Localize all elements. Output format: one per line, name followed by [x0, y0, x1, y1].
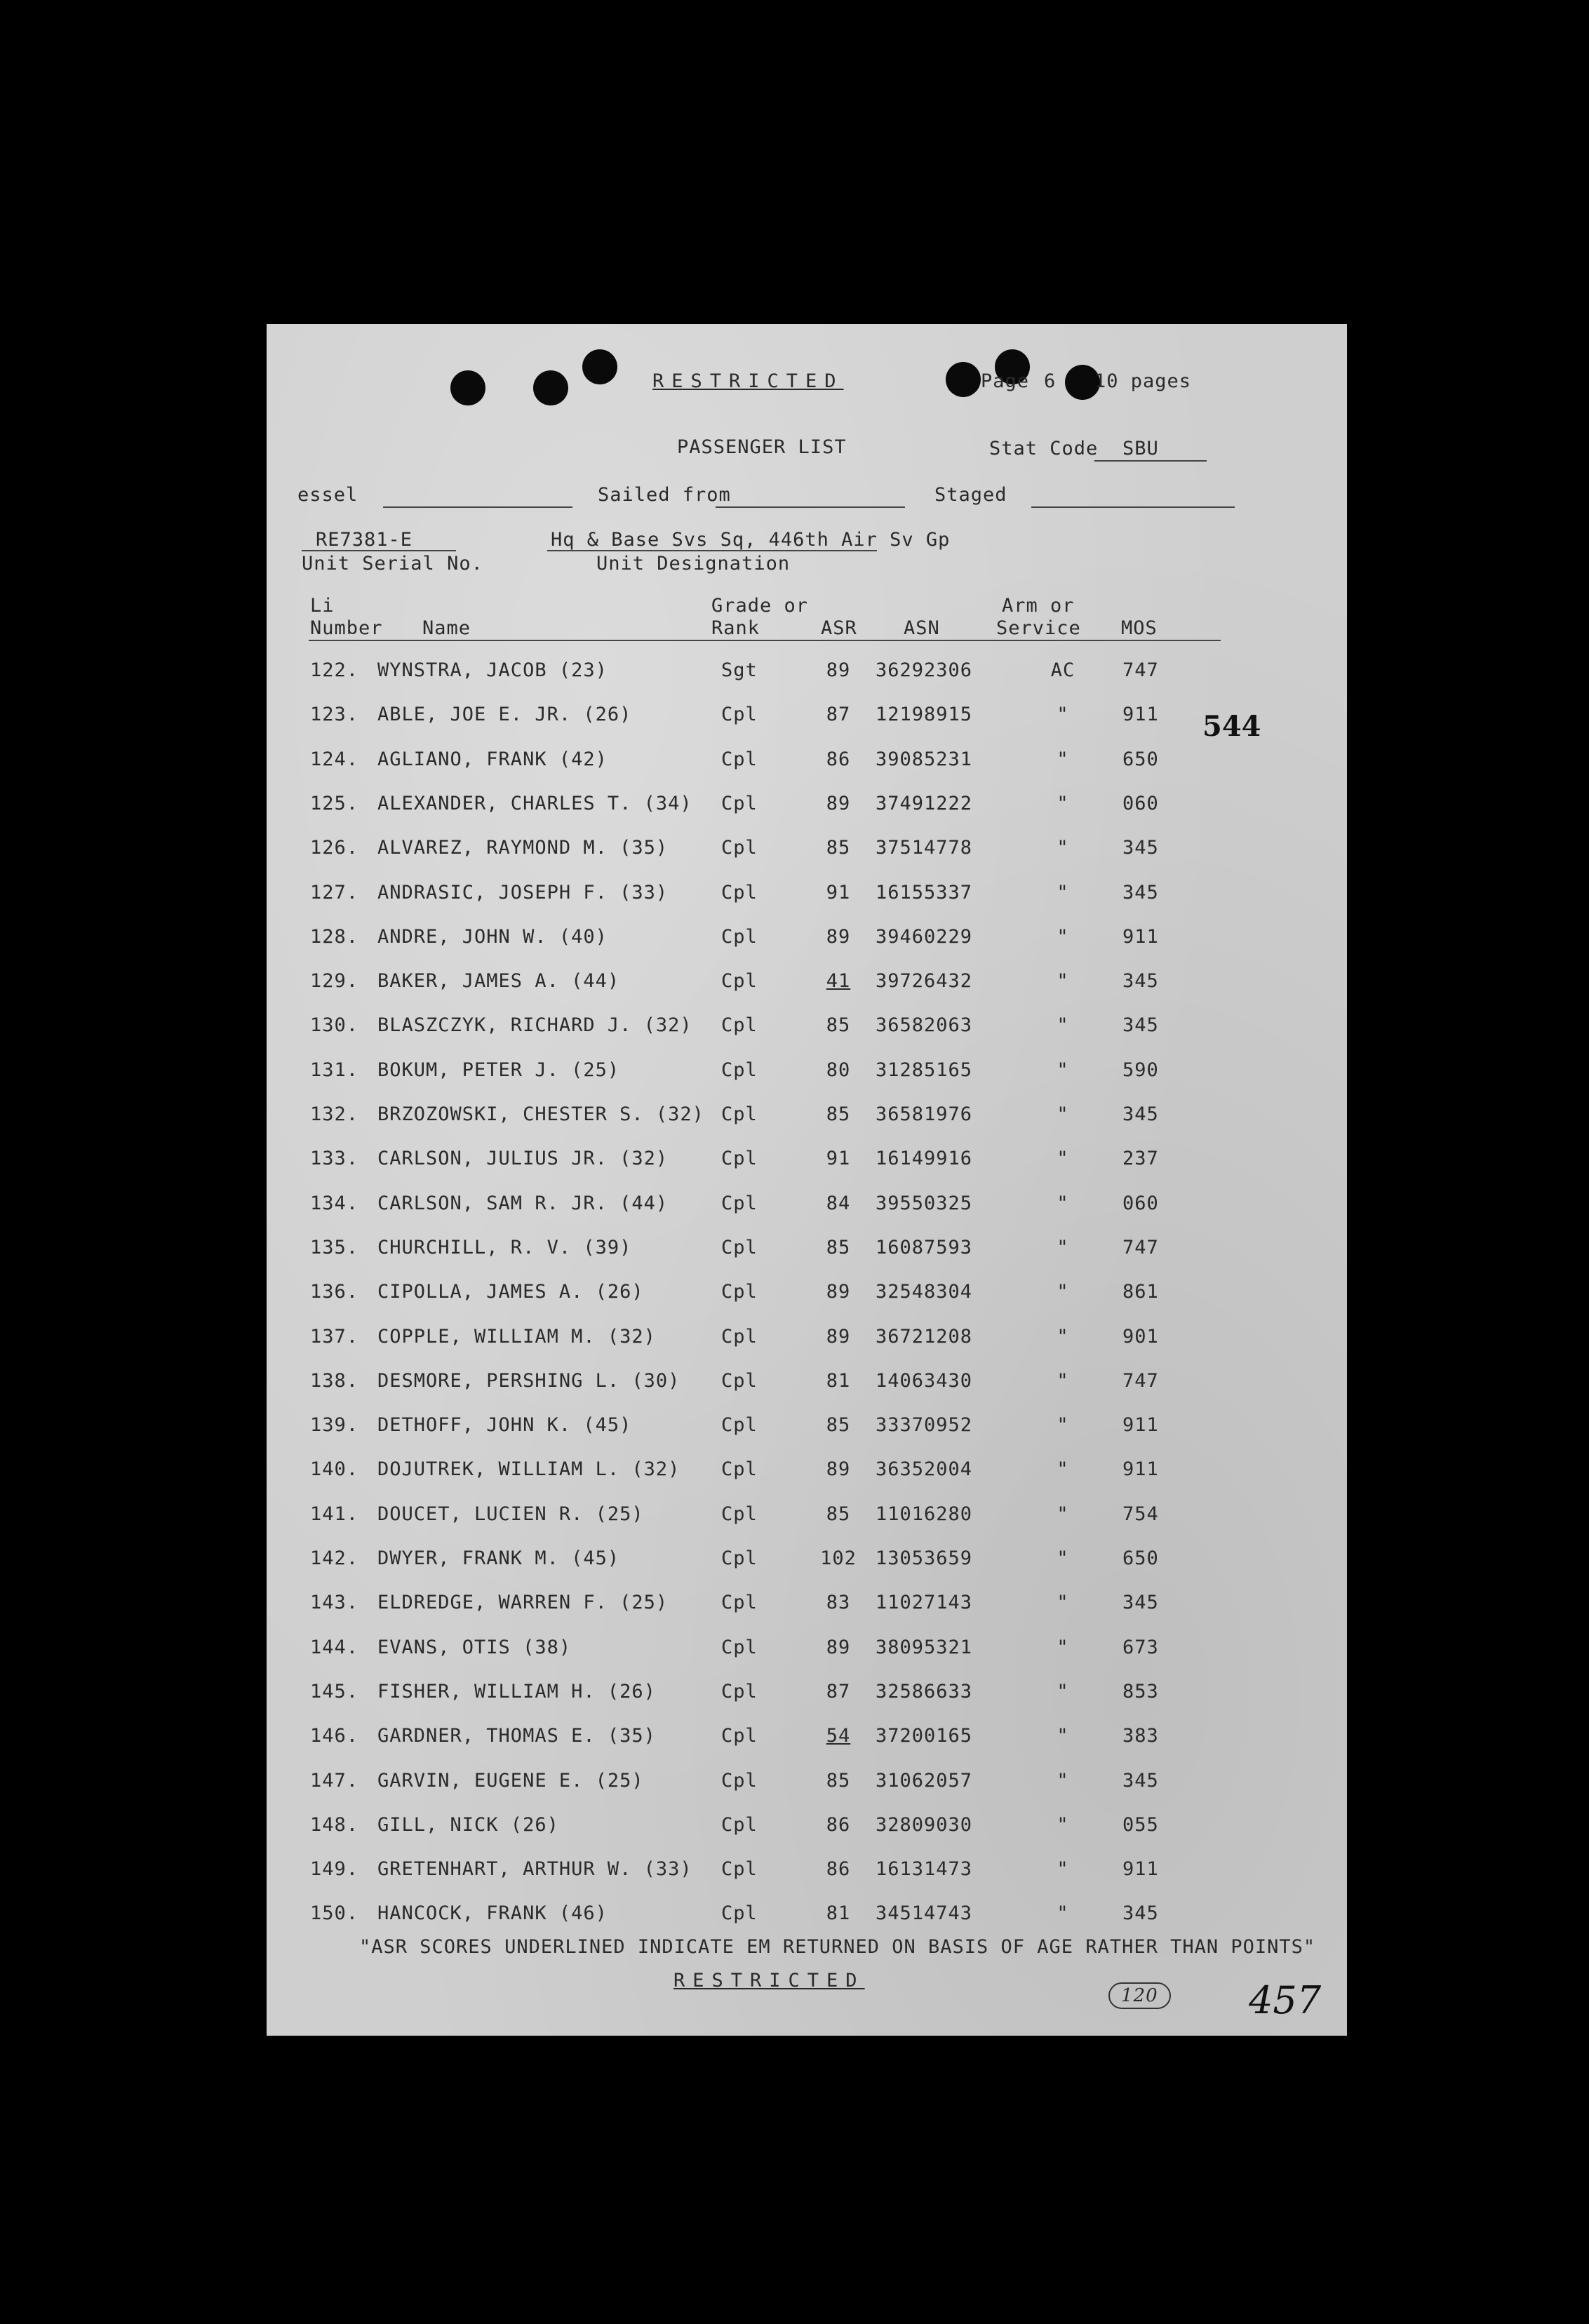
table-row [267, 1814, 1347, 1842]
row-arm-service: " [1057, 881, 1069, 904]
row-mos: 911 [1122, 925, 1159, 948]
row-arm-service: " [1057, 1902, 1069, 1925]
row-grade: Cpl [721, 1059, 758, 1081]
page-label: Page [981, 370, 1030, 392]
row-asn: 39460229 [876, 925, 973, 948]
row-grade: Cpl [721, 1236, 758, 1258]
unit-serial-label: Unit Serial No. [302, 553, 483, 575]
row-grade: Cpl [721, 704, 758, 726]
table-row [267, 1414, 1347, 1442]
row-arm-service: " [1057, 1236, 1069, 1258]
row-arm-service: " [1057, 1725, 1069, 1747]
col-arm-bottom: Service [996, 617, 1081, 639]
row-asr: 85 [826, 1414, 851, 1437]
row-asn: 11027143 [876, 1592, 973, 1614]
row-mos: 901 [1122, 1325, 1159, 1348]
row-name: GILL, NICK (26) [377, 1813, 559, 1836]
unit-designation-label: Unit Designation [596, 553, 791, 575]
unit-designation: Hq & Base Svs Sq, 446th Air Sv Gp [551, 529, 951, 551]
row-name: HANCOCK, FRANK (46) [377, 1902, 608, 1925]
row-arm-service: " [1057, 704, 1069, 726]
table-row [267, 1681, 1347, 1709]
row-grade: Cpl [721, 1503, 758, 1525]
row-grade: Cpl [721, 1103, 758, 1125]
row-mos: 345 [1122, 1103, 1159, 1125]
row-asr: 91 [826, 881, 851, 904]
row-name: GRETENHART, ARTHUR W. (33) [377, 1858, 692, 1881]
row-asr: 87 [826, 704, 851, 726]
row-asn: 39726432 [876, 970, 973, 993]
table-row [267, 1193, 1347, 1221]
staged-label: Staged [934, 484, 1007, 506]
row-asr: 89 [826, 1325, 851, 1348]
row-arm-service: " [1057, 1858, 1069, 1881]
row-mos: 590 [1122, 1059, 1159, 1081]
row-asn: 32548304 [876, 1281, 973, 1303]
table-row [267, 1592, 1347, 1620]
row-name: ALVAREZ, RAYMOND M. (35) [377, 837, 669, 859]
row-line-number: 123. [310, 704, 359, 726]
col-name: Name [422, 617, 471, 639]
col-line-bottom: Number [310, 617, 383, 639]
row-name: DOJUTREK, WILLIAM L. (32) [377, 1458, 680, 1481]
row-asr: 84 [826, 1192, 851, 1214]
table-row [267, 1770, 1347, 1798]
row-name: CARLSON, JULIUS JR. (32) [377, 1148, 669, 1170]
row-mos: 853 [1122, 1680, 1159, 1702]
row-asr: 85 [826, 1236, 851, 1258]
row-grade: Cpl [721, 1325, 758, 1348]
row-arm-service: " [1057, 1769, 1069, 1792]
sailed-from-label: Sailed from [598, 484, 731, 506]
row-arm-service: " [1057, 1592, 1069, 1614]
row-asr: 89 [826, 1636, 851, 1658]
row-asn: 36292306 [876, 659, 973, 681]
row-line-number: 122. [310, 659, 359, 681]
row-arm-service: " [1057, 837, 1069, 859]
row-arm-service: " [1057, 1148, 1069, 1170]
row-line-number: 139. [310, 1414, 359, 1437]
row-name: EVANS, OTIS (38) [377, 1636, 572, 1658]
punch-hole [533, 370, 568, 405]
table-row [267, 1237, 1347, 1265]
row-line-number: 137. [310, 1325, 359, 1348]
row-asr: 86 [826, 1858, 851, 1881]
row-line-number: 126. [310, 837, 359, 859]
row-asn: 31062057 [876, 1769, 973, 1792]
row-name: AGLIANO, FRANK (42) [377, 748, 608, 770]
row-asn: 11016280 [876, 1503, 973, 1525]
table-row [267, 1503, 1347, 1531]
row-mos: 747 [1122, 659, 1159, 681]
col-mos: MOS [1121, 617, 1158, 639]
row-asr: 91 [826, 1148, 851, 1170]
row-arm-service: " [1057, 1059, 1069, 1081]
row-name: WYNSTRA, JACOB (23) [377, 659, 608, 681]
row-mos: 060 [1122, 1192, 1159, 1214]
row-asr: 87 [826, 1680, 851, 1702]
row-mos: 911 [1122, 1414, 1159, 1437]
row-name: BAKER, JAMES A. (44) [377, 970, 620, 993]
stat-code: SBU [1122, 438, 1159, 459]
row-mos: 911 [1122, 1458, 1159, 1481]
row-mos: 345 [1122, 970, 1159, 993]
punch-hole [946, 362, 981, 397]
row-line-number: 144. [310, 1636, 359, 1658]
table-row [267, 704, 1347, 732]
staged-line [1031, 506, 1235, 508]
table-row [267, 1370, 1347, 1398]
page-count: 10 pages [1094, 370, 1192, 392]
row-mos: 345 [1122, 1014, 1159, 1037]
table-row [267, 882, 1347, 910]
row-asr: 89 [826, 792, 851, 814]
row-name: BRZOZOWSKI, CHESTER S. (32) [377, 1103, 704, 1125]
row-grade: Cpl [721, 970, 758, 993]
row-arm-service: " [1057, 1414, 1069, 1437]
table-row [267, 1547, 1347, 1576]
punch-hole [582, 349, 617, 384]
row-grade: Cpl [721, 1902, 758, 1925]
row-line-number: 146. [310, 1725, 359, 1747]
table-row [267, 1326, 1347, 1354]
col-grade-bottom: Rank [711, 617, 760, 639]
row-asn: 32809030 [876, 1813, 973, 1836]
document-title: PASSENGER LIST [677, 436, 847, 458]
page-number: 6 [1044, 370, 1057, 392]
row-grade: Cpl [721, 925, 758, 948]
row-asr: 41 [826, 970, 851, 993]
row-mos: 747 [1122, 1369, 1159, 1392]
row-grade: Cpl [721, 1725, 758, 1747]
row-asr: 89 [826, 659, 851, 681]
row-mos: 060 [1122, 792, 1159, 814]
row-grade: Cpl [721, 837, 758, 859]
row-line-number: 142. [310, 1547, 359, 1569]
row-name: COPPLE, WILLIAM M. (32) [377, 1325, 656, 1348]
row-grade: Cpl [721, 1858, 758, 1881]
row-asr: 81 [826, 1902, 851, 1925]
footer-note: "ASR SCORES UNDERLINED INDICATE EM RETURNED ON BASIS OF AGE RATHER THAN POINTS" [359, 1936, 1316, 1958]
row-line-number: 124. [310, 748, 359, 770]
row-arm-service: " [1057, 970, 1069, 993]
table-row [267, 1902, 1347, 1930]
row-line-number: 138. [310, 1369, 359, 1392]
classification-bottom: RESTRICTED [673, 1970, 865, 1991]
row-name: BOKUM, PETER J. (25) [377, 1059, 620, 1081]
row-line-number: 136. [310, 1281, 359, 1303]
table-row [267, 1725, 1347, 1753]
row-line-number: 150. [310, 1902, 359, 1925]
row-name: CARLSON, SAM R. JR. (44) [377, 1192, 669, 1214]
stat-code-line [1094, 460, 1207, 462]
row-line-number: 128. [310, 925, 359, 948]
circled-number: 120 [1108, 1982, 1171, 2009]
row-grade: Cpl [721, 1680, 758, 1702]
row-grade: Cpl [721, 1636, 758, 1658]
row-asn: 38095321 [876, 1636, 973, 1658]
row-mos: 673 [1122, 1636, 1159, 1658]
row-mos: 055 [1122, 1813, 1159, 1836]
row-grade: Cpl [721, 1014, 758, 1037]
header-rule [309, 640, 1221, 641]
row-asr: 86 [826, 1813, 851, 1836]
row-asr: 86 [826, 748, 851, 770]
row-asn: 16087593 [876, 1236, 973, 1258]
row-line-number: 149. [310, 1858, 359, 1881]
row-mos: 345 [1122, 1769, 1159, 1792]
row-mos: 345 [1122, 881, 1159, 904]
row-line-number: 133. [310, 1148, 359, 1170]
row-name: ANDRASIC, JOSEPH F. (33) [377, 881, 669, 904]
row-asn: 33370952 [876, 1414, 973, 1437]
stamp-number: 544 [1202, 710, 1261, 743]
table-row [267, 1858, 1347, 1886]
row-line-number: 127. [310, 881, 359, 904]
col-line-top: Li [310, 595, 335, 617]
punch-hole [450, 370, 485, 405]
row-asr: 85 [826, 1769, 851, 1792]
row-name: ALEXANDER, CHARLES T. (34) [377, 792, 692, 814]
row-asr: 85 [826, 1103, 851, 1125]
table-row [267, 1148, 1347, 1176]
col-asr: ASR [821, 617, 857, 639]
vessel-label: essel [297, 484, 358, 506]
row-line-number: 134. [310, 1192, 359, 1214]
row-line-number: 132. [310, 1103, 359, 1125]
row-name: ELDREDGE, WARREN F. (25) [377, 1592, 669, 1614]
col-asn: ASN [904, 617, 940, 639]
row-name: CHURCHILL, R. V. (39) [377, 1236, 632, 1258]
row-asr: 89 [826, 1281, 851, 1303]
row-asn: 32586633 [876, 1680, 973, 1702]
row-asr: 89 [826, 1458, 851, 1481]
row-asn: 36352004 [876, 1458, 973, 1481]
row-mos: 754 [1122, 1503, 1159, 1525]
row-arm-service: " [1057, 1503, 1069, 1525]
col-arm-top: Arm or [1002, 595, 1075, 617]
row-line-number: 143. [310, 1592, 359, 1614]
row-name: FISHER, WILLIAM H. (26) [377, 1680, 656, 1702]
row-asn: 36721208 [876, 1325, 973, 1348]
row-arm-service: " [1057, 1014, 1069, 1037]
row-line-number: 147. [310, 1769, 359, 1792]
row-line-number: 130. [310, 1014, 359, 1037]
document-page [267, 324, 1347, 2036]
row-name: DESMORE, PERSHING L. (30) [377, 1369, 680, 1392]
row-name: DETHOFF, JOHN K. (45) [377, 1414, 632, 1437]
row-mos: 345 [1122, 1592, 1159, 1614]
row-asr: 85 [826, 1014, 851, 1037]
row-line-number: 148. [310, 1813, 359, 1836]
row-grade: Cpl [721, 748, 758, 770]
row-asn: 34514743 [876, 1902, 973, 1925]
row-line-number: 125. [310, 792, 359, 814]
table-row [267, 1637, 1347, 1665]
row-arm-service: " [1057, 1103, 1069, 1125]
row-arm-service: " [1057, 1192, 1069, 1214]
row-grade: Cpl [721, 1813, 758, 1836]
row-name: CIPOLLA, JAMES A. (26) [377, 1281, 644, 1303]
sailed-from-line [716, 506, 905, 508]
row-arm-service: " [1057, 1680, 1069, 1702]
row-grade: Cpl [721, 1547, 758, 1569]
row-asn: 37200165 [876, 1725, 973, 1747]
row-mos: 747 [1122, 1236, 1159, 1258]
row-asn: 39085231 [876, 748, 973, 770]
unit-designation-line [547, 550, 877, 551]
row-arm-service: " [1057, 1281, 1069, 1303]
row-asr: 83 [826, 1592, 851, 1614]
unit-serial-line [302, 550, 456, 551]
table-row [267, 1103, 1347, 1131]
row-name: ABLE, JOE E. JR. (26) [377, 704, 632, 726]
classification-top: RESTRICTED [652, 370, 844, 392]
row-name: ANDRE, JOHN W. (40) [377, 925, 608, 948]
row-grade: Cpl [721, 1281, 758, 1303]
row-asn: 16131473 [876, 1858, 973, 1881]
row-asr: 89 [826, 925, 851, 948]
row-asn: 37514778 [876, 837, 973, 859]
row-asr: 85 [826, 837, 851, 859]
table-row [267, 793, 1347, 821]
row-asn: 37491222 [876, 792, 973, 814]
row-asr: 102 [820, 1547, 857, 1569]
row-asr: 54 [826, 1725, 851, 1747]
handwritten-number: 457 [1249, 1978, 1322, 2022]
row-grade: Cpl [721, 1769, 758, 1792]
row-arm-service: " [1057, 792, 1069, 814]
row-mos: 861 [1122, 1281, 1159, 1303]
row-mos: 383 [1122, 1725, 1159, 1747]
row-arm-service: AC [1050, 659, 1075, 681]
row-grade: Cpl [721, 1369, 758, 1392]
row-grade: Sgt [721, 659, 758, 681]
table-row [267, 1281, 1347, 1309]
table-row [267, 970, 1347, 998]
row-arm-service: " [1057, 748, 1069, 770]
row-grade: Cpl [721, 1592, 758, 1614]
row-grade: Cpl [721, 1192, 758, 1214]
row-grade: Cpl [721, 881, 758, 904]
table-row [267, 748, 1347, 777]
row-grade: Cpl [721, 1414, 758, 1437]
row-mos: 911 [1122, 1858, 1159, 1881]
row-arm-service: " [1057, 1813, 1069, 1836]
row-arm-service: " [1057, 1369, 1069, 1392]
unit-serial: RE7381-E [316, 529, 413, 551]
row-mos: 345 [1122, 837, 1159, 859]
row-mos: 911 [1122, 704, 1159, 726]
row-name: DOUCET, LUCIEN R. (25) [377, 1503, 644, 1525]
row-grade: Cpl [721, 792, 758, 814]
row-line-number: 145. [310, 1680, 359, 1702]
row-line-number: 131. [310, 1059, 359, 1081]
row-line-number: 129. [310, 970, 359, 993]
row-asn: 39550325 [876, 1192, 973, 1214]
row-mos: 650 [1122, 748, 1159, 770]
row-asn: 16155337 [876, 881, 973, 904]
row-mos: 345 [1122, 1902, 1159, 1925]
table-row [267, 1014, 1347, 1042]
row-grade: Cpl [721, 1148, 758, 1170]
table-row [267, 1059, 1347, 1087]
row-name: GARDNER, THOMAS E. (35) [377, 1725, 656, 1747]
row-asr: 80 [826, 1059, 851, 1081]
row-name: BLASZCZYK, RICHARD J. (32) [377, 1014, 692, 1037]
table-row [267, 926, 1347, 954]
row-line-number: 135. [310, 1236, 359, 1258]
table-row [267, 1458, 1347, 1486]
row-asr: 85 [826, 1503, 851, 1525]
row-asn: 13053659 [876, 1547, 973, 1569]
row-name: DWYER, FRANK M. (45) [377, 1547, 620, 1569]
row-name: GARVIN, EUGENE E. (25) [377, 1769, 644, 1792]
row-grade: Cpl [721, 1458, 758, 1481]
stat-code-label: Stat Code [989, 438, 1099, 459]
row-asn: 14063430 [876, 1369, 973, 1392]
row-arm-service: " [1057, 925, 1069, 948]
row-mos: 650 [1122, 1547, 1159, 1569]
row-arm-service: " [1057, 1458, 1069, 1481]
row-arm-service: " [1057, 1636, 1069, 1658]
row-asn: 12198915 [876, 704, 973, 726]
row-asr: 81 [826, 1369, 851, 1392]
row-asn: 16149916 [876, 1148, 973, 1170]
row-mos: 237 [1122, 1148, 1159, 1170]
table-row [267, 837, 1347, 865]
row-asn: 36581976 [876, 1103, 973, 1125]
vessel-line [383, 506, 572, 508]
row-asn: 36582063 [876, 1014, 973, 1037]
row-arm-service: " [1057, 1325, 1069, 1348]
row-line-number: 141. [310, 1503, 359, 1525]
row-arm-service: " [1057, 1547, 1069, 1569]
row-line-number: 140. [310, 1458, 359, 1481]
col-grade-top: Grade or [711, 595, 809, 617]
row-asn: 31285165 [876, 1059, 973, 1081]
table-row [267, 659, 1347, 687]
